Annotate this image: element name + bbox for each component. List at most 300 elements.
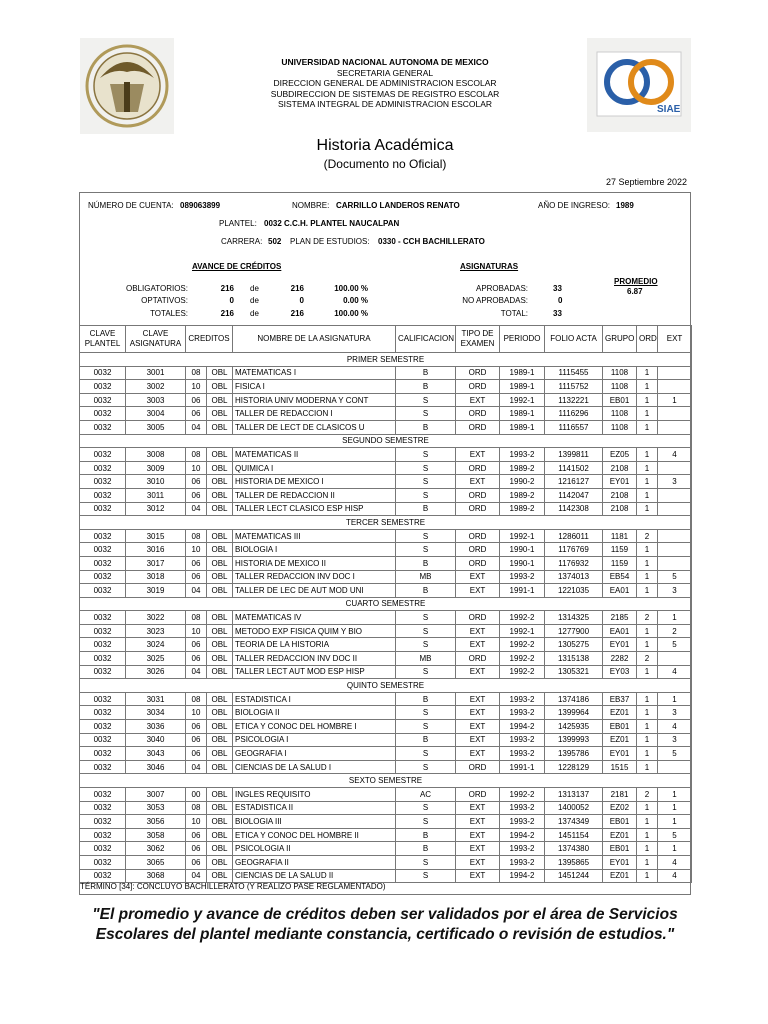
- cell-calificacion: MB: [396, 570, 456, 584]
- cell-creditos: 10: [186, 543, 207, 557]
- table-row: [80, 733, 692, 747]
- header-calificacion: CALIFICACION: [396, 326, 456, 353]
- cell-nombre-asignatura: METODO EXP FISICA QUIM Y BIO: [233, 624, 396, 638]
- semester-title: SEXTO SEMESTRE: [80, 774, 692, 788]
- cell-ext: 4: [658, 720, 692, 734]
- creditos-opt-de: de: [250, 296, 259, 305]
- cell-folio-acta: 1116557: [545, 420, 603, 434]
- termino-text: TÉRMINO [34]: CONCLUYO BACHILLERATO (Y REALIZO PASE REGLAMENTADO): [80, 882, 386, 891]
- cell-periodo: 1993-2: [500, 692, 545, 706]
- cell-folio-acta: 1286011: [545, 529, 603, 543]
- cell-nombre-asignatura: MATEMATICAS I: [233, 366, 396, 380]
- table-row: [80, 584, 692, 598]
- cell-tipo-credito: OBL: [207, 393, 233, 407]
- cell-nombre-asignatura: ETICA Y CONOC DEL HOMBRE I: [233, 720, 396, 734]
- cell-grupo: 1181: [603, 529, 637, 543]
- cell-clave-plantel: 0032: [80, 733, 126, 747]
- cell-tipo-credito: OBL: [207, 855, 233, 869]
- cell-creditos: 06: [186, 407, 207, 421]
- cell-clave-plantel: 0032: [80, 720, 126, 734]
- ingreso-label: AÑO DE INGRESO:: [538, 201, 611, 210]
- cell-creditos: 10: [186, 380, 207, 394]
- cell-tipo-examen: EXT: [456, 733, 500, 747]
- cell-ord: 1: [637, 815, 658, 829]
- cell-ext: 5: [658, 638, 692, 652]
- cell-calificacion: S: [396, 543, 456, 557]
- cell-ord: 1: [637, 556, 658, 570]
- cell-creditos: 08: [186, 801, 207, 815]
- cell-clave-plantel: 0032: [80, 855, 126, 869]
- cell-clave-plantel: 0032: [80, 624, 126, 638]
- nombre-value: CARRILLO LANDEROS RENATO: [336, 201, 460, 210]
- cell-tipo-credito: OBL: [207, 706, 233, 720]
- cell-creditos: 06: [186, 842, 207, 856]
- table-row: [80, 393, 692, 407]
- table-row: [80, 788, 692, 802]
- cell-ord: 2: [637, 611, 658, 625]
- cell-ext: 4: [658, 665, 692, 679]
- cell-clave-asignatura: 3008: [126, 448, 186, 462]
- cell-nombre-asignatura: TEORIA DE LA HISTORIA: [233, 638, 396, 652]
- table-row: [80, 720, 692, 734]
- cell-folio-acta: 1374349: [545, 815, 603, 829]
- cell-ext: [658, 366, 692, 380]
- creditos-obl-a: 216: [220, 284, 234, 293]
- table-row: [80, 420, 692, 434]
- cell-calificacion: S: [396, 855, 456, 869]
- cell-ext: 3: [658, 475, 692, 489]
- cell-calificacion: B: [396, 828, 456, 842]
- cell-calificacion: S: [396, 488, 456, 502]
- cell-ord: 1: [637, 570, 658, 584]
- cell-tipo-credito: OBL: [207, 420, 233, 434]
- cell-clave-plantel: 0032: [80, 393, 126, 407]
- cell-folio-acta: 1313137: [545, 788, 603, 802]
- table-row: [80, 611, 692, 625]
- cell-ext: 4: [658, 869, 692, 883]
- cell-creditos: 06: [186, 747, 207, 761]
- cell-ext: [658, 488, 692, 502]
- cell-folio-acta: 1141502: [545, 461, 603, 475]
- cell-periodo: 1993-2: [500, 855, 545, 869]
- table-row: [80, 448, 692, 462]
- asignaturas-title: ASIGNATURAS: [460, 262, 519, 271]
- cell-folio-acta: 1221035: [545, 584, 603, 598]
- cell-calificacion: B: [396, 842, 456, 856]
- cell-periodo: 1989-1: [500, 420, 545, 434]
- cell-nombre-asignatura: BIOLOGIA I: [233, 543, 396, 557]
- cell-calificacion: S: [396, 407, 456, 421]
- cell-tipo-credito: OBL: [207, 488, 233, 502]
- cell-clave-asignatura: 3058: [126, 828, 186, 842]
- cell-tipo-credito: OBL: [207, 828, 233, 842]
- cell-tipo-credito: OBL: [207, 556, 233, 570]
- cell-ord: 1: [637, 869, 658, 883]
- cell-tipo-credito: OBL: [207, 747, 233, 761]
- table-row: [80, 828, 692, 842]
- cell-calificacion: B: [396, 584, 456, 598]
- cell-ext: 3: [658, 584, 692, 598]
- cell-ord: 1: [637, 502, 658, 516]
- cell-tipo-examen: ORD: [456, 652, 500, 666]
- table-row: [80, 638, 692, 652]
- cell-nombre-asignatura: TALLER DE REDACCION II: [233, 488, 396, 502]
- cell-tipo-examen: EXT: [456, 584, 500, 598]
- cell-folio-acta: 1305275: [545, 638, 603, 652]
- cell-tipo-examen: ORD: [456, 788, 500, 802]
- cell-ord: 2: [637, 529, 658, 543]
- cell-tipo-credito: OBL: [207, 461, 233, 475]
- cell-nombre-asignatura: TALLER LECT AUT MOD ESP HISP: [233, 665, 396, 679]
- cell-folio-acta: 1305321: [545, 665, 603, 679]
- cell-nombre-asignatura: TALLER REDACCION INV DOC II: [233, 652, 396, 666]
- cell-ord: 1: [637, 733, 658, 747]
- cell-tipo-credito: OBL: [207, 407, 233, 421]
- creditos-opt-pct: 0.00 %: [343, 296, 368, 305]
- cell-tipo-examen: EXT: [456, 706, 500, 720]
- cell-calificacion: S: [396, 760, 456, 774]
- cell-folio-acta: 1142308: [545, 502, 603, 516]
- cell-clave-plantel: 0032: [80, 570, 126, 584]
- table-header-row: [80, 326, 692, 353]
- cell-clave-asignatura: 3011: [126, 488, 186, 502]
- cell-calificacion: S: [396, 393, 456, 407]
- cell-clave-asignatura: 3023: [126, 624, 186, 638]
- cell-ext: 1: [658, 815, 692, 829]
- cell-grupo: EZ01: [603, 733, 637, 747]
- cell-periodo: 1989-1: [500, 407, 545, 421]
- cell-ord: 1: [637, 720, 658, 734]
- cell-tipo-examen: EXT: [456, 393, 500, 407]
- cell-tipo-credito: OBL: [207, 624, 233, 638]
- header-line-direccion: DIRECCION GENERAL DE ADMINISTRACION ESCOLAR: [273, 78, 497, 88]
- cell-tipo-credito: OBL: [207, 611, 233, 625]
- cell-periodo: 1993-2: [500, 448, 545, 462]
- cell-tipo-credito: OBL: [207, 692, 233, 706]
- cell-periodo: 1993-2: [500, 706, 545, 720]
- cell-periodo: 1990-1: [500, 556, 545, 570]
- cell-periodo: 1989-1: [500, 380, 545, 394]
- cell-ext: 3: [658, 706, 692, 720]
- cell-grupo: 1108: [603, 380, 637, 394]
- cell-nombre-asignatura: HISTORIA DE MEXICO I: [233, 475, 396, 489]
- cell-clave-plantel: 0032: [80, 869, 126, 883]
- cell-calificacion: AC: [396, 788, 456, 802]
- semester-title: PRIMER SEMESTRE: [80, 353, 692, 367]
- cell-clave-plantel: 0032: [80, 747, 126, 761]
- cell-clave-plantel: 0032: [80, 652, 126, 666]
- cell-tipo-examen: ORD: [456, 760, 500, 774]
- cell-nombre-asignatura: MATEMATICAS III: [233, 529, 396, 543]
- cell-clave-plantel: 0032: [80, 407, 126, 421]
- cell-clave-plantel: 0032: [80, 448, 126, 462]
- cell-clave-asignatura: 3003: [126, 393, 186, 407]
- cell-calificacion: B: [396, 556, 456, 570]
- cell-nombre-asignatura: TALLER REDACCION INV DOC I: [233, 570, 396, 584]
- cell-periodo: 1991-1: [500, 584, 545, 598]
- aprobadas-label: APROBADAS:: [475, 284, 528, 293]
- cell-clave-asignatura: 3002: [126, 380, 186, 394]
- cell-folio-acta: 1451154: [545, 828, 603, 842]
- cell-tipo-examen: EXT: [456, 448, 500, 462]
- cell-clave-asignatura: 3036: [126, 720, 186, 734]
- cell-calificacion: S: [396, 720, 456, 734]
- table-row: [80, 570, 692, 584]
- cell-clave-plantel: 0032: [80, 801, 126, 815]
- cell-creditos: 08: [186, 692, 207, 706]
- table-row: [80, 380, 692, 394]
- table-row: [80, 747, 692, 761]
- cell-clave-asignatura: 3031: [126, 692, 186, 706]
- header-grupo: GRUPO: [603, 326, 637, 353]
- cell-tipo-examen: EXT: [456, 842, 500, 856]
- creditos-obl-pct: 100.00 %: [334, 284, 368, 293]
- cell-calificacion: B: [396, 502, 456, 516]
- cell-grupo: EZ02: [603, 801, 637, 815]
- plantel-value: 0032 C.C.H. PLANTEL NAUCALPAN: [264, 219, 400, 228]
- cell-grupo: EB01: [603, 720, 637, 734]
- cell-tipo-examen: EXT: [456, 747, 500, 761]
- cell-tipo-examen: EXT: [456, 665, 500, 679]
- cell-ord: 1: [637, 393, 658, 407]
- cell-ext: [658, 461, 692, 475]
- cell-ord: 1: [637, 638, 658, 652]
- cell-tipo-credito: OBL: [207, 366, 233, 380]
- total-value: 33: [553, 309, 562, 318]
- cell-nombre-asignatura: PSICOLOGIA II: [233, 842, 396, 856]
- cell-calificacion: B: [396, 380, 456, 394]
- cell-clave-asignatura: 3018: [126, 570, 186, 584]
- cell-ext: 1: [658, 801, 692, 815]
- cell-creditos: 06: [186, 733, 207, 747]
- cell-grupo: EB54: [603, 570, 637, 584]
- cell-nombre-asignatura: TALLER LECT CLASICO ESP HISP: [233, 502, 396, 516]
- cell-nombre-asignatura: QUIMICA I: [233, 461, 396, 475]
- cell-clave-asignatura: 3068: [126, 869, 186, 883]
- cell-tipo-examen: ORD: [456, 543, 500, 557]
- cell-grupo: EA01: [603, 584, 637, 598]
- table-row: [80, 760, 692, 774]
- cell-periodo: 1992-2: [500, 788, 545, 802]
- cell-calificacion: B: [396, 366, 456, 380]
- cell-calificacion: S: [396, 448, 456, 462]
- cell-ord: 1: [637, 448, 658, 462]
- grades-body: [80, 353, 692, 883]
- cell-folio-acta: 1374013: [545, 570, 603, 584]
- cell-tipo-examen: EXT: [456, 855, 500, 869]
- cell-tipo-examen: EXT: [456, 475, 500, 489]
- cell-grupo: EZ01: [603, 869, 637, 883]
- cell-clave-plantel: 0032: [80, 842, 126, 856]
- creditos-tot-b: 216: [290, 309, 304, 318]
- cell-clave-asignatura: 3007: [126, 788, 186, 802]
- table-row: [80, 475, 692, 489]
- cell-folio-acta: 1176932: [545, 556, 603, 570]
- cell-grupo: EB37: [603, 692, 637, 706]
- cell-ext: 3: [658, 733, 692, 747]
- cell-ext: 5: [658, 747, 692, 761]
- cell-grupo: 2108: [603, 488, 637, 502]
- cell-tipo-examen: ORD: [456, 611, 500, 625]
- table-row: [80, 706, 692, 720]
- cell-grupo: EY01: [603, 475, 637, 489]
- cell-creditos: 08: [186, 611, 207, 625]
- semester-title: SEGUNDO SEMESTRE: [80, 434, 692, 448]
- cell-grupo: 2181: [603, 788, 637, 802]
- cell-clave-asignatura: 3034: [126, 706, 186, 720]
- cell-nombre-asignatura: GEOGRAFIA I: [233, 747, 396, 761]
- cell-nombre-asignatura: MATEMATICAS IV: [233, 611, 396, 625]
- cell-folio-acta: 1228129: [545, 760, 603, 774]
- cell-periodo: 1993-2: [500, 733, 545, 747]
- cell-ext: [658, 652, 692, 666]
- cell-periodo: 1993-2: [500, 747, 545, 761]
- cell-tipo-credito: OBL: [207, 665, 233, 679]
- cell-creditos: 04: [186, 502, 207, 516]
- cell-ord: 1: [637, 380, 658, 394]
- cell-clave-asignatura: 3004: [126, 407, 186, 421]
- cell-creditos: 06: [186, 475, 207, 489]
- cell-clave-plantel: 0032: [80, 788, 126, 802]
- cell-folio-acta: 1277900: [545, 624, 603, 638]
- promedio-label: PROMEDIO: [614, 277, 658, 286]
- cell-ord: 2: [637, 652, 658, 666]
- cell-ord: 1: [637, 706, 658, 720]
- creditos-opt-b: 0: [299, 296, 304, 305]
- cell-ext: 1: [658, 692, 692, 706]
- cell-ord: 1: [637, 828, 658, 842]
- semester-title: CUARTO SEMESTRE: [80, 597, 692, 611]
- cell-calificacion: MB: [396, 652, 456, 666]
- cell-tipo-examen: ORD: [456, 366, 500, 380]
- ingreso-value: 1989: [616, 201, 634, 210]
- cell-tipo-examen: EXT: [456, 801, 500, 815]
- cell-creditos: 04: [186, 760, 207, 774]
- cell-periodo: 1990-2: [500, 475, 545, 489]
- semester-row: [80, 597, 692, 611]
- cell-grupo: 1108: [603, 366, 637, 380]
- cell-ext: [658, 407, 692, 421]
- page-subtitle: (Documento no Oficial): [323, 157, 447, 171]
- cell-creditos: 08: [186, 366, 207, 380]
- cell-tipo-examen: EXT: [456, 869, 500, 883]
- cell-ext: [658, 529, 692, 543]
- cell-creditos: 06: [186, 720, 207, 734]
- cell-periodo: 1992-1: [500, 624, 545, 638]
- creditos-obl-de: de: [250, 284, 259, 293]
- cell-tipo-examen: ORD: [456, 556, 500, 570]
- cell-nombre-asignatura: BIOLOGIA II: [233, 706, 396, 720]
- cell-ext: [658, 760, 692, 774]
- cell-nombre-asignatura: CIENCIAS DE LA SALUD II: [233, 869, 396, 883]
- cell-tipo-examen: EXT: [456, 815, 500, 829]
- plan-label: PLAN DE ESTUDIOS:: [290, 237, 370, 246]
- cell-clave-asignatura: 3024: [126, 638, 186, 652]
- semester-row: [80, 774, 692, 788]
- cell-clave-asignatura: 3040: [126, 733, 186, 747]
- cell-folio-acta: 1115455: [545, 366, 603, 380]
- semester-title: TERCER SEMESTRE: [80, 516, 692, 530]
- cell-tipo-examen: EXT: [456, 692, 500, 706]
- cuenta-label: NÚMERO DE CUENTA:: [88, 201, 174, 210]
- cell-creditos: 06: [186, 652, 207, 666]
- cell-ord: 1: [637, 692, 658, 706]
- aprobadas-value: 33: [553, 284, 562, 293]
- table-row: [80, 692, 692, 706]
- cell-clave-plantel: 0032: [80, 380, 126, 394]
- cell-nombre-asignatura: CIENCIAS DE LA SALUD I: [233, 760, 396, 774]
- cell-periodo: 1992-2: [500, 652, 545, 666]
- cell-nombre-asignatura: TALLER DE LECT DE CLASICOS U: [233, 420, 396, 434]
- cell-creditos: 08: [186, 448, 207, 462]
- cell-clave-asignatura: 3009: [126, 461, 186, 475]
- creditos-opt-a: 0: [229, 296, 234, 305]
- table-row: [80, 502, 692, 516]
- document-date: 27 Septiembre 2022: [605, 177, 687, 187]
- cell-ext: 1: [658, 842, 692, 856]
- cell-ord: 1: [637, 407, 658, 421]
- table-row: [80, 366, 692, 380]
- cell-clave-plantel: 0032: [80, 420, 126, 434]
- cell-grupo: 2108: [603, 461, 637, 475]
- cell-folio-acta: 1142047: [545, 488, 603, 502]
- cell-tipo-credito: OBL: [207, 380, 233, 394]
- cell-clave-asignatura: 3012: [126, 502, 186, 516]
- cell-clave-plantel: 0032: [80, 366, 126, 380]
- cell-tipo-examen: ORD: [456, 407, 500, 421]
- header-folio-acta: FOLIO ACTA: [545, 326, 603, 353]
- cell-clave-asignatura: 3025: [126, 652, 186, 666]
- cell-grupo: 2185: [603, 611, 637, 625]
- cell-folio-acta: 1451244: [545, 869, 603, 883]
- unam-seal-logo: [80, 38, 174, 134]
- cell-clave-asignatura: 3053: [126, 801, 186, 815]
- cell-tipo-examen: ORD: [456, 502, 500, 516]
- cell-ord: 2: [637, 788, 658, 802]
- cell-tipo-credito: OBL: [207, 543, 233, 557]
- cell-folio-acta: 1399811: [545, 448, 603, 462]
- cell-tipo-credito: OBL: [207, 529, 233, 543]
- carrera-label: CARRERA:: [221, 237, 263, 246]
- cell-clave-plantel: 0032: [80, 611, 126, 625]
- cell-ord: 1: [637, 366, 658, 380]
- header-nombre: NOMBRE DE LA ASIGNATURA: [233, 326, 396, 353]
- cell-clave-asignatura: 3015: [126, 529, 186, 543]
- cell-calificacion: S: [396, 624, 456, 638]
- cell-periodo: 1990-1: [500, 543, 545, 557]
- cell-clave-asignatura: 3065: [126, 855, 186, 869]
- cell-grupo: 2282: [603, 652, 637, 666]
- cell-nombre-asignatura: HISTORIA UNIV MODERNA Y CONT: [233, 393, 396, 407]
- cell-ord: 1: [637, 760, 658, 774]
- cell-ext: 4: [658, 448, 692, 462]
- cell-clave-plantel: 0032: [80, 475, 126, 489]
- cell-tipo-credito: OBL: [207, 720, 233, 734]
- cell-clave-plantel: 0032: [80, 461, 126, 475]
- cell-tipo-examen: ORD: [456, 420, 500, 434]
- cell-ext: [658, 420, 692, 434]
- cell-creditos: 10: [186, 624, 207, 638]
- cell-ext: [658, 380, 692, 394]
- cell-tipo-credito: OBL: [207, 584, 233, 598]
- cell-folio-acta: 1315138: [545, 652, 603, 666]
- header-line-secretaria: SECRETARIA GENERAL: [336, 67, 434, 78]
- cell-folio-acta: 1116296: [545, 407, 603, 421]
- cell-grupo: EY01: [603, 855, 637, 869]
- cell-periodo: 1993-2: [500, 842, 545, 856]
- table-row: [80, 529, 692, 543]
- cell-tipo-credito: OBL: [207, 760, 233, 774]
